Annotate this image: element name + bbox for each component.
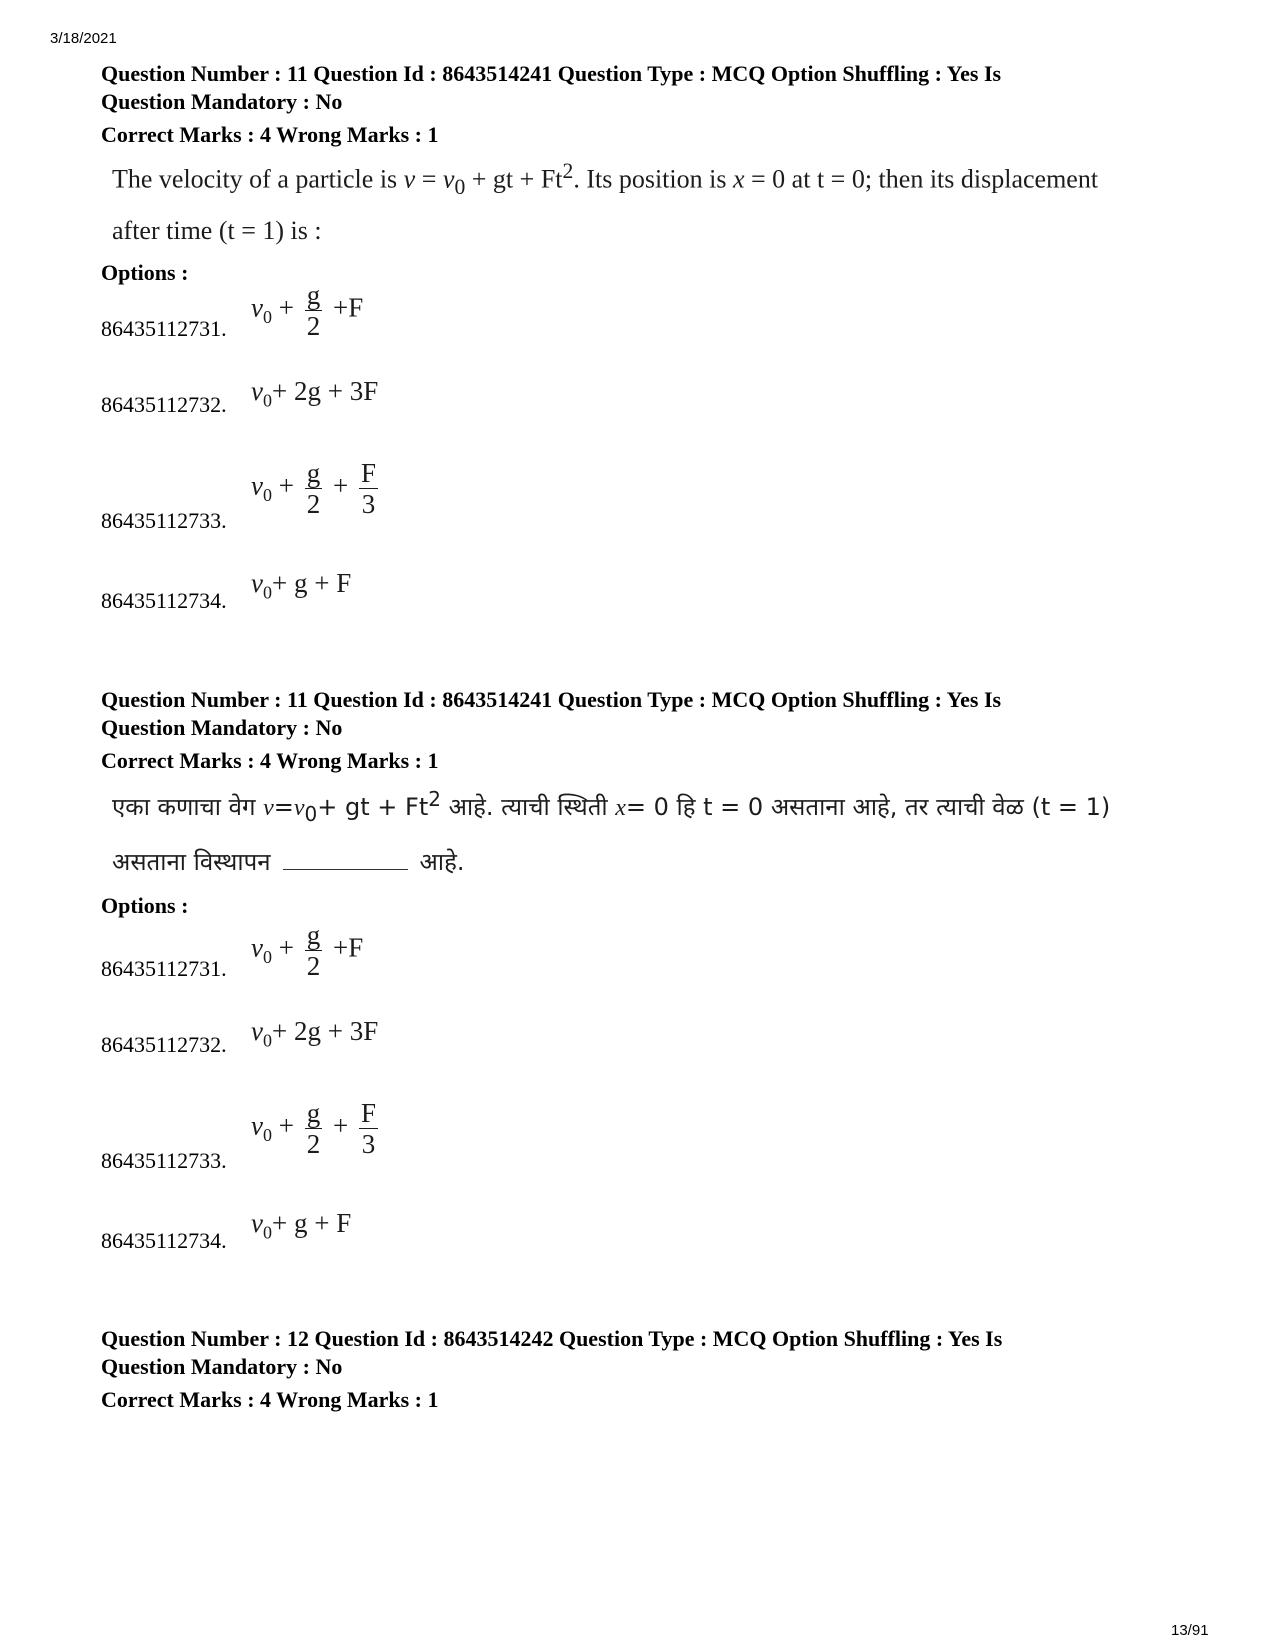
- denominator: 3: [361, 1129, 376, 1159]
- header-date: 3/18/2021: [50, 30, 117, 47]
- stem-text: आहे. त्याची स्थिती: [440, 793, 616, 821]
- fraction: [305, 280, 323, 341]
- answer-blank: [283, 868, 408, 870]
- option-id: 86435112732.: [101, 392, 227, 417]
- stem-sup: 2: [428, 787, 441, 811]
- question-meta: [101, 60, 1181, 116]
- subscript: 0: [262, 582, 272, 603]
- stem-text: आहे.: [419, 847, 465, 876]
- options-list: [101, 920, 1181, 1260]
- option-id: 86435112732.: [101, 1032, 227, 1057]
- var-v0: v: [251, 470, 263, 501]
- question-meta-line1: Question Number : 12 Question Id : 8643514242 Question Type : MCQ Option Shuffling : Yes Is: [101, 1326, 1003, 1351]
- stem-var-v0: v: [293, 795, 305, 821]
- denominator: 2: [306, 311, 321, 341]
- var-F: F: [348, 932, 364, 963]
- plus: +: [278, 932, 294, 963]
- var-v0: v: [251, 932, 263, 963]
- fraction: [305, 920, 323, 981]
- var-F: F: [348, 292, 364, 323]
- plus: +: [332, 1110, 349, 1141]
- option-formula: [251, 1098, 382, 1159]
- subscript: 0: [262, 1222, 272, 1243]
- subscript: 0: [262, 1125, 272, 1146]
- stem-var-v: v: [263, 795, 274, 821]
- subscript: 0: [262, 307, 272, 328]
- option-id: 86435112734.: [101, 1228, 227, 1253]
- stem-sub: 0: [454, 174, 466, 199]
- stem-text: असताना विस्थापन: [112, 847, 271, 876]
- question-meta-line2: Question Mandatory : No: [101, 715, 343, 740]
- options-list: [101, 280, 1181, 620]
- subscript: 0: [262, 390, 272, 411]
- option-id: 86435112733.: [101, 1148, 227, 1173]
- plus: +: [332, 470, 349, 501]
- plus: +: [278, 1110, 294, 1141]
- numerator: g: [306, 1098, 321, 1128]
- fraction: [359, 1098, 378, 1159]
- option-formula: [251, 280, 363, 341]
- stem-text: + gt + Ft: [471, 164, 563, 194]
- plus: +: [278, 470, 294, 501]
- stem-var-x: x: [732, 164, 745, 194]
- stem-var-x: x: [615, 795, 626, 821]
- fraction: [305, 458, 323, 519]
- stem-text: = 0 at t = 0; then its displacement: [751, 164, 1099, 194]
- question-meta-line2: Question Mandatory : No: [101, 1354, 343, 1379]
- formula-rest: + g + F: [271, 568, 352, 598]
- stem-text: after time (t = 1) is :: [112, 215, 322, 245]
- fraction: [359, 458, 378, 519]
- option-formula: [251, 568, 351, 603]
- option-formula: [251, 920, 363, 981]
- stem-sup: 2: [562, 159, 574, 183]
- stem-text: . Its position is: [573, 164, 733, 194]
- plus: +: [332, 932, 349, 963]
- stem-text: =: [273, 793, 294, 821]
- option-formula: [251, 376, 378, 411]
- question-block: [101, 1325, 1181, 1414]
- numerator: g: [306, 280, 321, 310]
- formula-rest: + g + F: [271, 1208, 352, 1238]
- question-stem: [112, 775, 1181, 886]
- option-id: 86435112734.: [101, 588, 227, 613]
- plus: +: [332, 292, 349, 323]
- denominator: 2: [306, 1129, 321, 1159]
- subscript: 0: [262, 947, 272, 968]
- question-meta: [101, 1325, 1181, 1381]
- question-meta-line1: Question Number : 11 Question Id : 8643514241 Question Type : MCQ Option Shuffling : Yes Is: [101, 61, 1002, 86]
- denominator: 2: [306, 489, 321, 519]
- denominator: 2: [306, 951, 321, 981]
- stem-sub: 0: [304, 801, 318, 826]
- stem-text: + gt + Ft: [317, 793, 429, 821]
- var-v0: v: [251, 568, 263, 598]
- option-id: 86435112731.: [101, 316, 227, 341]
- stem-text: = 0 हि t = 0 असताना आहे, तर त्याची वेळ (t = 1): [625, 793, 1111, 821]
- question-marks: Correct Marks : 4 Wrong Marks : 1: [101, 1387, 439, 1412]
- options-label: Options :: [101, 259, 189, 285]
- options-label: Options :: [101, 892, 189, 918]
- var-v0: v: [251, 1208, 263, 1238]
- stem-text: एका कणाचा वेग: [112, 793, 264, 821]
- numerator: F: [360, 458, 376, 488]
- stem-var-v0: v: [442, 164, 455, 194]
- option-formula: [251, 1016, 378, 1051]
- question-block: [101, 60, 1181, 287]
- var-v0: v: [251, 1016, 263, 1046]
- numerator: F: [360, 1098, 376, 1128]
- numerator: g: [306, 458, 321, 488]
- formula-rest: + 2g + 3F: [271, 376, 379, 406]
- question-block: [101, 686, 1181, 920]
- question-marks: Correct Marks : 4 Wrong Marks : 1: [101, 122, 439, 147]
- option-id: 86435112733.: [101, 508, 227, 533]
- option-formula: [251, 458, 382, 519]
- fraction: [305, 1098, 323, 1159]
- page-number: 13/91: [1171, 1622, 1209, 1639]
- question-stem: [112, 149, 1181, 253]
- question-meta-line2: Question Mandatory : No: [101, 89, 343, 114]
- question-meta-line1: Question Number : 11 Question Id : 8643514241 Question Type : MCQ Option Shuffling : Yes Is: [101, 687, 1002, 712]
- stem-text: =: [421, 164, 437, 194]
- question-marks: Correct Marks : 4 Wrong Marks : 1: [101, 748, 439, 773]
- denominator: 3: [361, 489, 376, 519]
- var-v0: v: [251, 292, 263, 323]
- option-formula: [251, 1208, 351, 1243]
- question-meta: [101, 686, 1181, 742]
- formula-rest: + 2g + 3F: [271, 1016, 379, 1046]
- stem-text: The velocity of a particle is: [112, 164, 404, 194]
- var-v0: v: [251, 1110, 263, 1141]
- subscript: 0: [262, 1030, 272, 1051]
- var-v0: v: [251, 376, 263, 406]
- option-id: 86435112731.: [101, 956, 227, 981]
- subscript: 0: [262, 485, 272, 506]
- plus: +: [278, 292, 294, 323]
- numerator: g: [306, 920, 321, 950]
- stem-var-v: v: [403, 164, 416, 194]
